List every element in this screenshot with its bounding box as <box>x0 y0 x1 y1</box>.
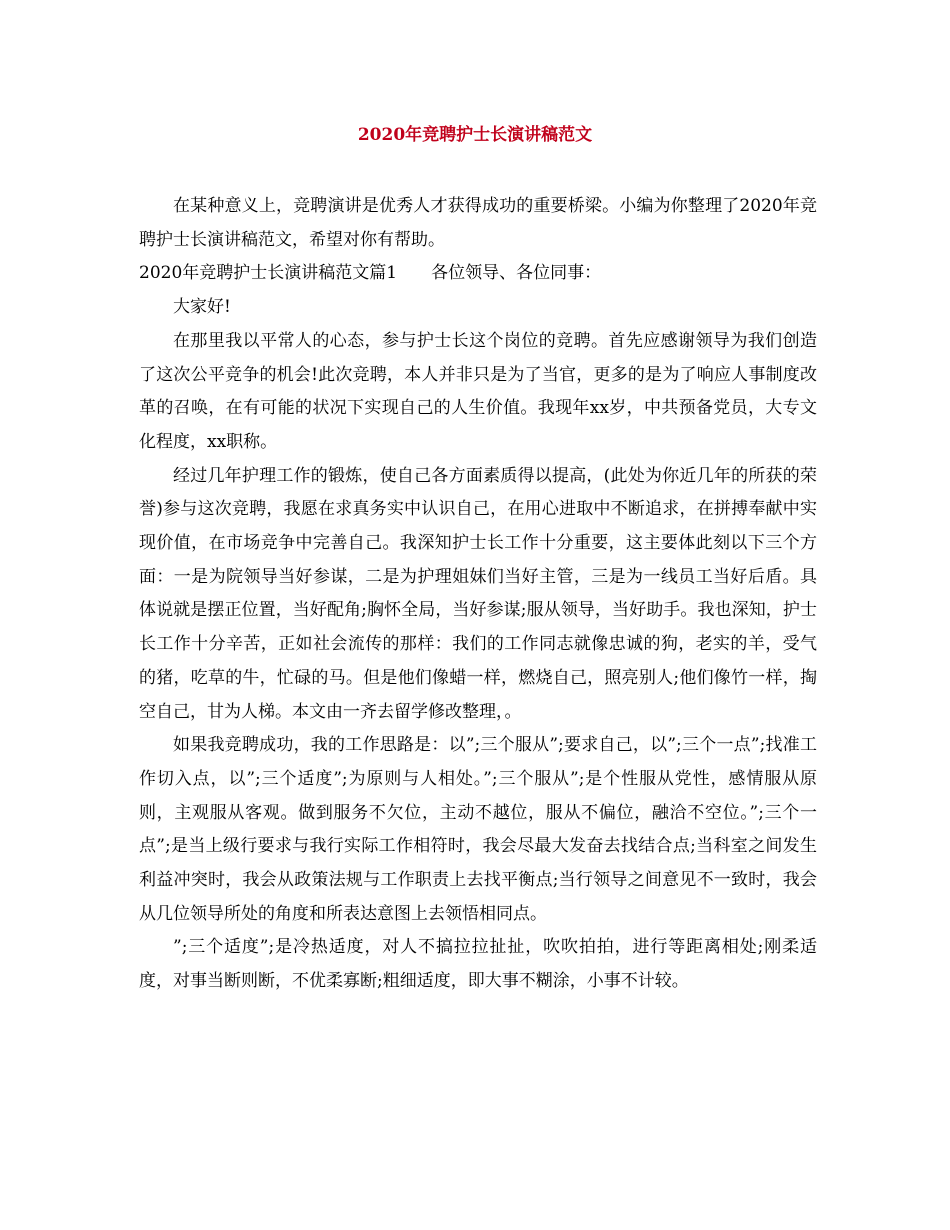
paragraph-experience: 经过几年护理工作的锻炼，使自己各方面素质得以提高，(此处为你近几年的所获的荣誉)参与这次竞聘，我愿在求真务实中认识自己，在用心进取中不断追求，在拼搏奉献中实现价值，在市场竞争中完善自己。我深知护士长工作十分重要，这主要体此刻以下三个方面：一是为院领导当好参谋，二是为护理姐妹们当好主管，三是为一线员工当好后盾。具体说就是摆正位置，当好配角;胸怀全局，当好参谋;服从领导，当好助手。我也深知，护士长工作十分辛苦，正如社会流传的那样：我们的工作同志就像忠诚的狗，老实的羊，受气的猪，吃草的牛，忙碌的马。但是他们像蜡一样，燃烧自己，照亮别人;他们像竹一样，掏空自己，甘为人梯。本文由一齐去留学修改整理，。 <box>139 465 817 722</box>
paragraph-three-moderations: ”;三个适度”;是冷热适度，对人不搞拉拉扯扯，吹吹拍拍，进行等距离相处;刚柔适度，对事当断则断，不优柔寡断;粗细适度，即大事不糊涂，小事不计较。 <box>139 937 817 992</box>
document-title: 2020年竞聘护士长演讲稿范文 <box>357 125 593 145</box>
paragraph-work-ideas: 如果我竞聘成功，我的工作思路是：以”;三个服从”;要求自己，以”;三个一点”;找准工作切入点，以”;三个适度”;为原则与人相处。”;三个服从”;是个性服从党性，感情服从原则，主观服从客观。做到服务不欠位，主动不越位，服从不偏位，融洽不空位。”;三个一点”;是当上级行要求与我行实际工作相符时，我会尽最大发奋去找结合点;当科室之间发生利益冲突时，我会从政策法规与工作职责上去找平衡点;当行领导之间意见不一致时，我会从几位领导所处的角度和所表达意图上去领悟相同点。 <box>139 735 817 924</box>
paragraph-intro: 在某种意义上，竞聘演讲是优秀人才获得成功的重要桥梁。小编为你整理了2020年竞聘护士长演讲稿范文，希望对你有帮助。 <box>139 196 817 250</box>
paragraph-section-heading: 2020年竞聘护士长演讲稿范文篇1 各位领导、各位同事： <box>139 263 602 284</box>
paragraph-self-introduction: 在那里我以平常人的心态，参与护士长这个岗位的竞聘。首先应感谢领导为我们创造了这次公平竞争的机会!此次竞聘，本人并非只是为了当官，更多的是为了响应人事制度改革的召唤，在有可能的状况下实现自己的人生价值。我现年xx岁，中共预备党员，大专文化程度，xx职称。 <box>139 330 817 452</box>
document-body <box>139 190 817 999</box>
paragraph-greeting: 大家好! <box>173 297 231 318</box>
